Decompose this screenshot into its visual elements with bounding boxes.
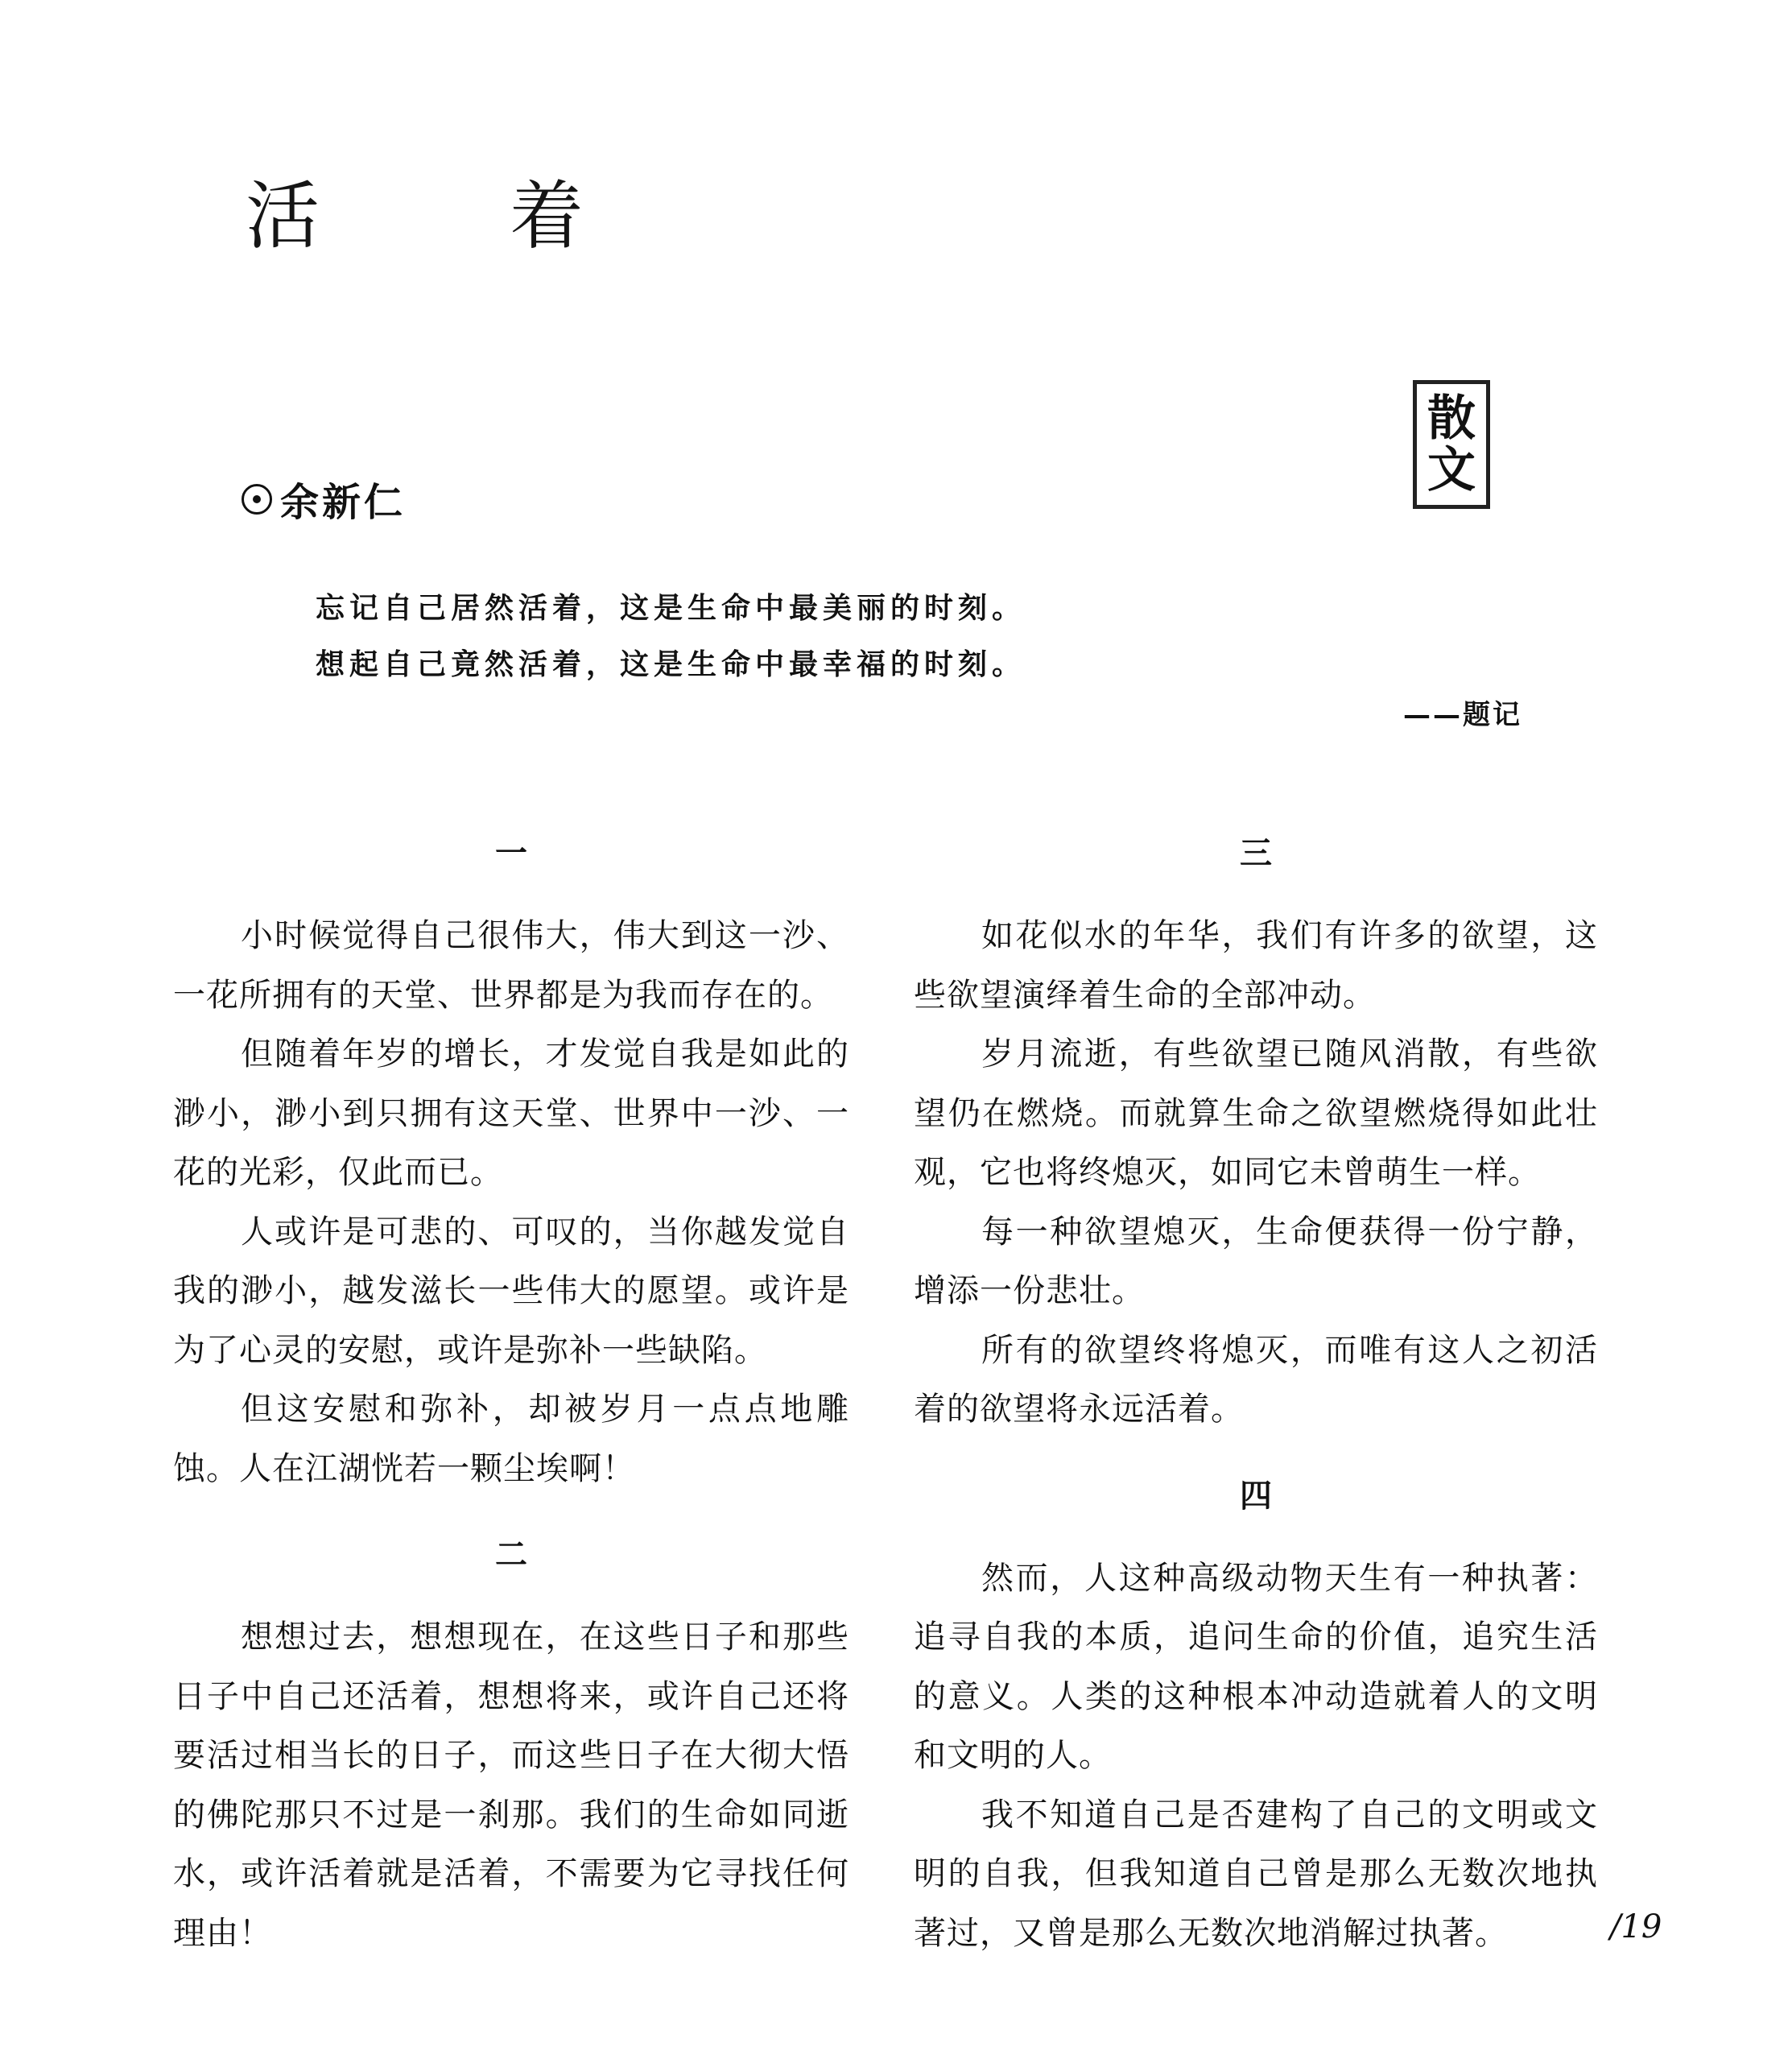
epigraph-signature: ——题记 [1403,699,1522,731]
stamp-char-2: 文 [1427,442,1476,498]
page-number: /19 [1610,1908,1662,1945]
paragraph: 每一种欲望熄灭，生命便获得一份宁静，增添一份悲壮。 [914,1213,1598,1309]
section-heading-1: 一 [495,834,527,872]
category-stamp [1413,380,1490,509]
epigraph [316,580,1026,692]
section-heading-3: 三 [1240,834,1272,872]
title-char-1: 活 [246,173,320,259]
paragraph: 但随着年岁的增长，才发觉自我是如此的渺小，渺小到只拥有这天堂、世界中一沙、一花的光彩，仅此而已。 [173,1036,849,1191]
section-heading-2: 二 [495,1536,527,1573]
right-column [914,829,1598,1963]
paragraph: 想想过去，想想现在，在这些日子和那些日子中自己还活着，想想将来，或许自己还将要活过相当长的日子，而这些日子在大彻大悟的佛陀那只不过是一刹那。我们的生命如同逝水，或许活着就是活着，不需要为它寻找任何理由！ [173,1619,849,1952]
paragraph: 然而，人这种高级动物天生有一种执著：追寻自我的本质，追问生命的价值，追究生活的意义。人类的这种根本冲动造就着人的文明和文明的人。 [914,1559,1598,1774]
article-title [246,157,584,263]
paragraph: 所有的欲望终将熄灭，而唯有这人之初活着的欲望将永远活着。 [914,1331,1598,1428]
epigraph-line-2: 想起自己竟然活着，这是生命中最幸福的时刻。 [316,647,1026,681]
bullet-circle-icon [242,484,272,515]
paragraph: 但这安慰和弥补，却被岁月一点点地雕蚀。人在江湖恍若一颗尘埃啊！ [173,1391,849,1487]
paragraph: 人或许是可悲的、可叹的，当你越发觉自我的渺小，越发滋长一些伟大的愿望。或许是为了心灵的安慰，或许是弥补一些缺陷。 [173,1213,849,1369]
paragraph: 岁月流逝，有些欲望已随风消散，有些欲望仍在燃烧。而就算生命之欲望燃烧得如此壮观，它也将终熄灭，如同它未曾萌生一样。 [914,1036,1598,1191]
title-char-2: 着 [509,173,584,259]
paragraph: 我不知道自己是否建构了自己的文明或文明的自我，但我知道自己曾是那么无数次地执著过，又曾是那么无数次地消解过执著。 [914,1796,1598,1952]
paragraph: 如花似水的年华，我们有许多的欲望，这些欲望演绎着生命的全部冲动。 [914,917,1598,1014]
stamp-char-1: 散 [1427,391,1476,447]
author-name: 余新仁 [280,480,407,525]
left-column [173,829,849,1963]
epigraph-line-1: 忘记自己居然活着，这是生命中最美丽的时刻。 [316,591,1026,625]
paragraph: 小时候觉得自己很伟大，伟大到这一沙、一花所拥有的天堂、世界都是为我而存在的。 [173,917,849,1014]
section-heading-4: 四 [1240,1476,1272,1515]
author-byline [242,471,406,527]
